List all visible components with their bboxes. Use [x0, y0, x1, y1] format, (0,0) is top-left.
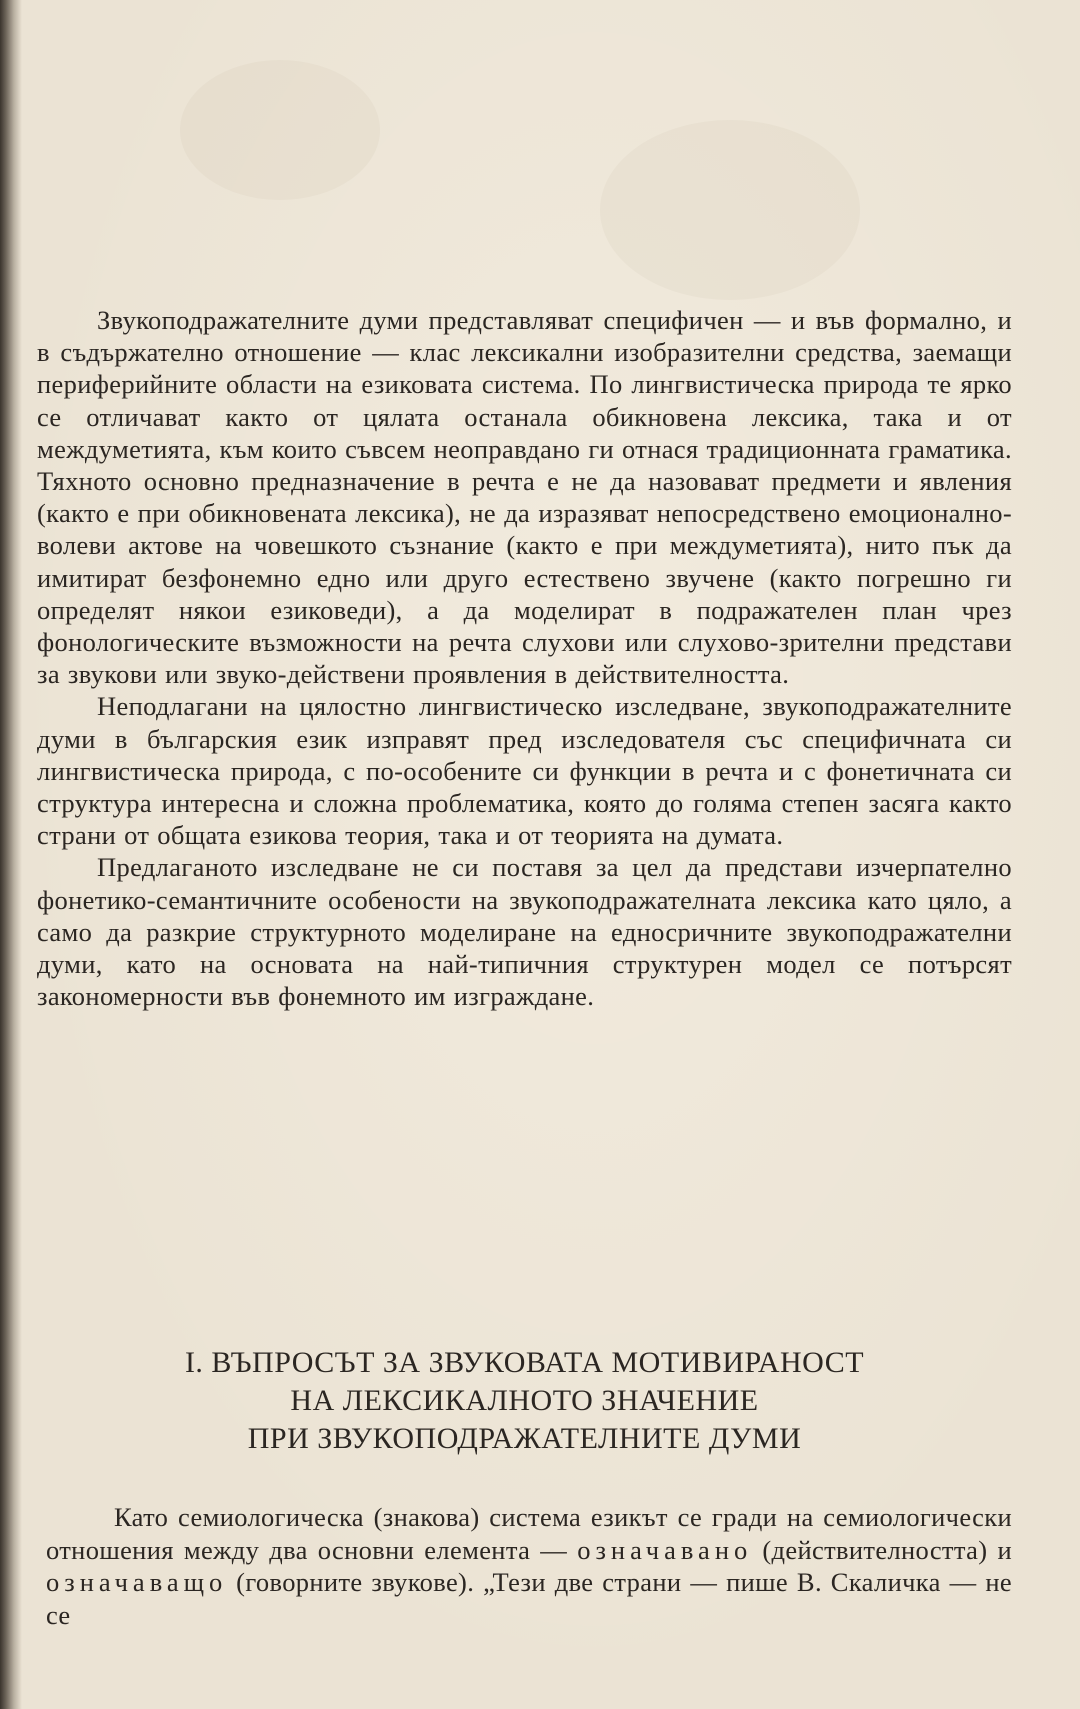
section-paragraph-text-2: (действителността) и: [752, 1534, 1013, 1565]
term-signifier: означаващо: [46, 1567, 228, 1597]
section-heading: [37, 1344, 1012, 1458]
section-paragraph-1: [46, 1501, 1012, 1631]
section-heading-line-1: I. ВЪПРОСЪТ ЗА ЗВУКОВАТА МОТИВИРАНОСТ: [184, 1346, 865, 1379]
intro-paragraph-3: Предлаганото изследване не си поставя за цел да представи изчерпателно фонетико-семантичните особености на звукоподражателната лексика като цяло, а само да разкрие структурното моделиране на едносричните звукоподражателни думи, като на основата на най-типичния структурен модел се потърсят закономерности във фонемното им изграждане.: [37, 852, 1012, 1012]
section-paragraph-text-3: (говорните звукове). „Тези две страни — пише В. Скаличка — не се: [46, 1567, 1012, 1630]
section-paragraph-text-1: Като семиологическа (знакова) система езикът се гради на семиологически отношения между два основни елемента —: [46, 1502, 1012, 1565]
page-binding-edge: [0, 0, 22, 1709]
intro-text: [37, 304, 1012, 1012]
section-heading-line-3: ПРИ ЗВУКОПОДРАЖАТЕЛНИТЕ ДУМИ: [247, 1422, 802, 1455]
section-heading-line-2: НА ЛЕКСИКАЛНОТО ЗНАЧЕНИЕ: [290, 1384, 759, 1417]
paper-stain: [180, 60, 380, 200]
paper-stain: [600, 120, 860, 300]
term-signified: означавано: [577, 1534, 753, 1565]
intro-paragraph-2: Неподлагани на цялостно лингвистическо изследване, звукоподражателните думи в българския език изправят пред изследователя със специфичната си лингвистическа природа, с по-особените си функции в речта и с фонетичната си структура интересна и сложна проблематика, която до голяма степен засяга както страни от общата езикова теория, така и от теорията на думата.: [37, 691, 1012, 851]
section-text: [46, 1501, 1012, 1631]
intro-paragraph-1: Звукоподражателните думи представляват специфичен — и във формално, и в съдържателно отношение — клас лексикални изобразителни средства, заемащи периферийните области на езиковата система. По лингвистическа природа те ярко се отличават както от цялата останала обикновена лексика, така и от междуметията, към които съвсем неоправдано ги отнася традиционната граматика. Тяхното основно предназначение в речта е не да назовават предмети и явления (както е при обикновената лексика), не да изразяват непосредствено емоционално-волеви актове на човешкото съзнание (както е при междуметията), нито пък да имитират безфонемно едно или друго естествено звучене (както погрешно ги определят някои езиковеди), а да моделират в подражателен план чрез фонологическите възможности на речта слухови или слухово-зрителни представи за звукови или звуко-действени проявления в действителността.: [37, 305, 1012, 690]
